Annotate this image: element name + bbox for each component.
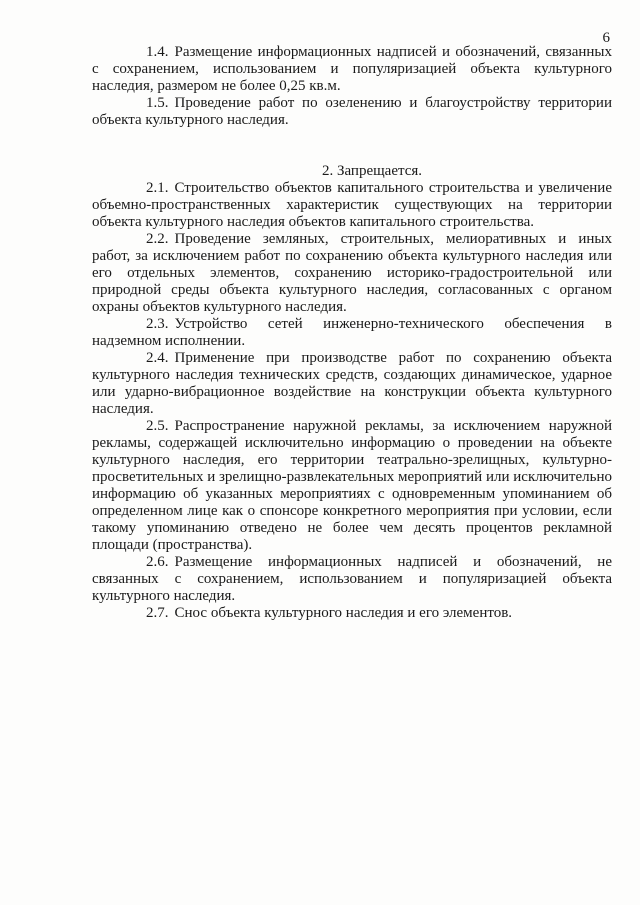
clause-number: 2.5. [146,418,169,434]
clause-2-5 [92,418,612,554]
document-body [92,44,612,622]
clause-text: Строительство объектов капитального строительства и увеличение объемно-пространственных характеристик существующих на территории объекта культурного наследия объектов капитального строительства. [92,180,612,230]
clause-text: Размещение информационных надписей и обозначений, связанных с сохранением, использованием и популяризацией объекта культурного наследия, размером не более 0,25 кв.м. [92,44,612,94]
clause-text: Проведение земляных, строительных, мелиоративных и иных работ, за исключением работ по сохранению объекта культурного наследия или его отдельных элементов, сохранению историко-градостроительной или природной среды объекта культурного наследия, согласованных с органом охраны объектов культурного наследия. [92,231,612,315]
clause-text: Снос объекта культурного наследия и его элементов. [174,605,513,621]
clause-1-4 [92,44,612,95]
clause-2-3 [92,316,612,350]
clause-1-5 [92,95,612,129]
clause-text: Устройство сетей инженерно-технического обеспечения в надземном исполнении. [92,316,612,349]
clause-number: 2.7. [146,605,169,621]
clause-2-1 [92,180,612,231]
clause-number: 2.4. [146,350,169,366]
clause-2-2 [92,231,612,316]
clause-number: 2.6. [146,554,169,570]
clause-text: Распространение наружной рекламы, за исключением наружной рекламы, содержащей исключительно информацию о проведении на объекте культурного наследия, его территории театрально-зрелищных, культурно-просветительных и зрелищно-развлекательных мероприятий или исключительно информацию об указанных мероприятиях с одновременным упоминанием об определенном лице как о спонсоре конкретного мероприятия при условии, если такому упоминанию отведено не более чем десять процентов рекламной площади (пространства). [92,418,612,553]
page-number: 6 [602,30,610,46]
clause-number: 1.5. [146,95,169,111]
clause-number: 2.3. [146,316,169,332]
section-heading: 2. Запрещается. [321,163,423,179]
clause-number: 1.4. [146,44,169,60]
clause-2-7 [92,605,612,622]
clause-2-6 [92,554,612,605]
clause-text: Применение при производстве работ по сохранению объекта культурного наследия технических средств, создающих динамическое, ударное или ударно-вибрационное воздействие на конструкции объекта культурного наследия. [92,350,612,417]
clause-number: 2.2. [146,231,169,247]
clause-text: Размещение информационных надписей и обозначений, не связанных с сохранением, использованием и популяризацией объекта культурного наследия. [92,554,612,604]
clause-2-4 [92,350,612,418]
clause-number: 2.1. [146,180,169,196]
clause-text: Проведение работ по озеленению и благоустройству территории объекта культурного наследия. [92,95,612,128]
